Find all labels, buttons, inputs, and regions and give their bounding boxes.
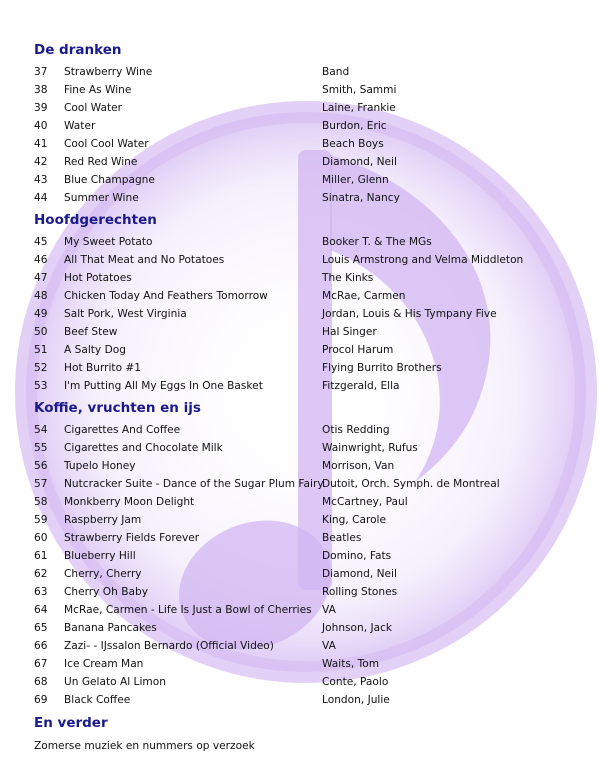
list-item <box>0 341 613 359</box>
section-heading-koffie-vruchten-en-ijs: Koffie, vruchten en ijs <box>34 400 201 416</box>
track-number: 64 <box>34 604 48 616</box>
track-artist: Wainwright, Rufus <box>322 442 418 454</box>
list-item <box>0 305 613 323</box>
track-title: Cherry, Cherry <box>64 568 142 580</box>
track-title: Red Red Wine <box>64 156 138 168</box>
list-item <box>0 529 613 547</box>
track-artist: Sinatra, Nancy <box>322 192 400 204</box>
track-title: Nutcracker Suite - Dance of the Sugar Plum Fairy <box>64 478 324 490</box>
list-item <box>0 601 613 619</box>
track-number: 42 <box>34 156 48 168</box>
list-item <box>0 691 613 709</box>
track-title: Chicken Today And Feathers Tomorrow <box>64 290 268 302</box>
list-item <box>0 511 613 529</box>
list-item <box>0 439 613 457</box>
track-artist: Procol Harum <box>322 344 394 356</box>
track-title: Hot Burrito #1 <box>64 362 142 374</box>
track-number: 57 <box>34 478 48 490</box>
track-title: Fine As Wine <box>64 84 132 96</box>
track-title: Water <box>64 120 96 132</box>
track-number: 62 <box>34 568 48 580</box>
track-artist: Diamond, Neil <box>322 568 397 580</box>
track-artist: Louis Armstrong and Velma Middleton <box>322 254 524 266</box>
track-title: Cigarettes And Coffee <box>64 424 181 436</box>
track-title: Zazi- - IJssalon Bernardo (Official Video) <box>64 640 274 652</box>
track-artist: The Kinks <box>322 272 374 284</box>
track-artist: Beach Boys <box>322 138 384 150</box>
track-number: 45 <box>34 236 48 248</box>
list-item <box>0 117 613 135</box>
track-artist: McCartney, Paul <box>322 496 408 508</box>
list-item <box>0 547 613 565</box>
track-number: 58 <box>34 496 48 508</box>
track-artist: Laine, Frankie <box>322 102 396 114</box>
track-artist: Diamond, Neil <box>322 156 397 168</box>
track-artist: Band <box>322 66 350 78</box>
section-heading-en-verder: En verder <box>34 715 108 731</box>
section-heading-hoofdgerechten: Hoofdgerechten <box>34 212 157 228</box>
track-title: Un Gelato Al Limon <box>64 676 166 688</box>
list-item <box>0 81 613 99</box>
track-number: 43 <box>34 174 48 186</box>
track-number: 47 <box>34 272 48 284</box>
list-item <box>0 233 613 251</box>
track-title: Ice Cream Man <box>64 658 144 670</box>
track-number: 66 <box>34 640 48 652</box>
track-title: Cool Water <box>64 102 122 114</box>
track-number: 65 <box>34 622 48 634</box>
track-list-koffie-vruchten-en-ijs <box>0 421 613 709</box>
en-verder-text: Zomerse muziek en nummers op verzoek <box>34 740 255 752</box>
track-artist: King, Carole <box>322 514 387 526</box>
track-number: 53 <box>34 380 48 392</box>
list-item <box>0 135 613 153</box>
track-number: 44 <box>34 192 48 204</box>
track-artist: VA <box>322 640 336 652</box>
track-title: Blue Champagne <box>64 174 155 186</box>
list-item <box>0 475 613 493</box>
track-artist: Burdon, Eric <box>322 120 387 132</box>
list-item <box>0 421 613 439</box>
list-item <box>0 619 613 637</box>
list-item <box>0 153 613 171</box>
list-item <box>0 359 613 377</box>
list-item <box>0 99 613 117</box>
track-title: Cool Cool Water <box>64 138 149 150</box>
track-artist: Fitzgerald, Ella <box>322 380 400 392</box>
track-title: Raspberry Jam <box>64 514 142 526</box>
track-list-hoofdgerechten <box>0 233 613 395</box>
track-number: 60 <box>34 532 48 544</box>
list-item <box>0 171 613 189</box>
track-artist: Smith, Sammi <box>322 84 397 96</box>
list-item <box>0 251 613 269</box>
track-title: I'm Putting All My Eggs In One Basket <box>64 380 263 392</box>
section-heading-de-dranken: De dranken <box>34 42 122 58</box>
track-artist: Beatles <box>322 532 362 544</box>
track-number: 48 <box>34 290 48 302</box>
list-item <box>0 377 613 395</box>
track-number: 61 <box>34 550 48 562</box>
track-number: 63 <box>34 586 48 598</box>
track-artist: VA <box>322 604 336 616</box>
track-number: 46 <box>34 254 48 266</box>
list-item <box>0 493 613 511</box>
track-artist: Rolling Stones <box>322 586 398 598</box>
track-artist: Morrison, Van <box>322 460 395 472</box>
track-artist: McRae, Carmen <box>322 290 406 302</box>
track-artist: Booker T. & The MGs <box>322 236 432 248</box>
track-number: 68 <box>34 676 48 688</box>
track-artist: Conte, Paolo <box>322 676 389 688</box>
track-artist: Domino, Fats <box>322 550 392 562</box>
track-title: Blueberry Hill <box>64 550 136 562</box>
list-item <box>0 655 613 673</box>
list-item <box>0 457 613 475</box>
track-list-de-dranken <box>0 63 613 207</box>
track-title: Beef Stew <box>64 326 118 338</box>
track-title: Strawberry Wine <box>64 66 153 78</box>
track-number: 39 <box>34 102 48 114</box>
track-number: 69 <box>34 694 48 706</box>
list-item <box>0 637 613 655</box>
track-number: 59 <box>34 514 48 526</box>
track-title: A Salty Dog <box>64 344 126 356</box>
track-title: My Sweet Potato <box>64 236 153 248</box>
list-item <box>0 63 613 81</box>
track-number: 37 <box>34 66 48 78</box>
track-artist: Jordan, Louis & His Tympany Five <box>322 308 497 320</box>
track-title: Black Coffee <box>64 694 131 706</box>
track-artist: Otis Redding <box>322 424 390 436</box>
track-title: Cigarettes and Chocolate Milk <box>64 442 223 454</box>
list-item <box>0 323 613 341</box>
list-item <box>0 287 613 305</box>
track-title: Tupelo Honey <box>64 460 136 472</box>
track-artist: Flying Burrito Brothers <box>322 362 442 374</box>
track-number: 56 <box>34 460 48 472</box>
list-item <box>0 189 613 207</box>
track-title: Salt Pork, West Virginia <box>64 308 187 320</box>
track-number: 54 <box>34 424 48 436</box>
track-title: Summer Wine <box>64 192 139 204</box>
track-artist: Dutoit, Orch. Symph. de Montreal <box>322 478 500 490</box>
track-number: 67 <box>34 658 48 670</box>
list-item <box>0 269 613 287</box>
track-number: 40 <box>34 120 48 132</box>
track-title: Monkberry Moon Delight <box>64 496 195 508</box>
track-number: 52 <box>34 362 48 374</box>
track-title: Cherry Oh Baby <box>64 586 148 598</box>
track-artist: London, Julie <box>322 694 390 706</box>
list-item <box>0 583 613 601</box>
track-artist: Miller, Glenn <box>322 174 389 186</box>
track-title: Banana Pancakes <box>64 622 157 634</box>
track-number: 38 <box>34 84 48 96</box>
track-title: Strawberry Fields Forever <box>64 532 200 544</box>
track-artist: Hal Singer <box>322 326 377 338</box>
track-number: 50 <box>34 326 48 338</box>
track-title: McRae, Carmen - Life Is Just a Bowl of Cherries <box>64 604 312 616</box>
track-title: All That Meat and No Potatoes <box>64 254 225 266</box>
track-title: Hot Potatoes <box>64 272 132 284</box>
track-number: 49 <box>34 308 48 320</box>
track-number: 51 <box>34 344 48 356</box>
track-artist: Johnson, Jack <box>322 622 393 634</box>
list-item <box>0 673 613 691</box>
track-artist: Waits, Tom <box>322 658 380 670</box>
track-number: 55 <box>34 442 48 454</box>
track-number: 41 <box>34 138 48 150</box>
list-item <box>0 565 613 583</box>
